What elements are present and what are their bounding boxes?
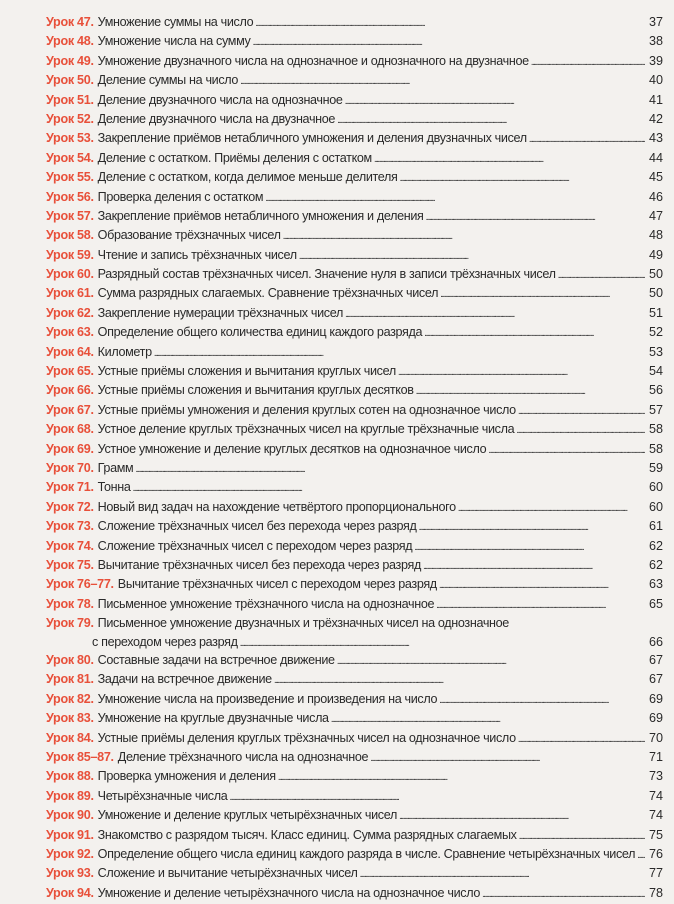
lesson-title: Вычитание трёхзначных чисел без перехода через разряд [97, 557, 421, 572]
dot-leader [133, 478, 645, 498]
lesson-title: Разрядный состав трёхзначных чисел. Значение нуля в записи трёхзначных чисел [97, 267, 556, 282]
lesson-title: Письменное умножение трёхзначного числа на однозначное [97, 596, 435, 611]
toc-entry [46, 323, 663, 342]
table-of-contents [46, 13, 663, 903]
dot-leader [488, 440, 645, 460]
lesson-title: Деление с остатком. Приёмы деления с остатком [97, 150, 372, 165]
lesson-label: Урок 93. [46, 866, 94, 881]
page-number: 70 [648, 730, 663, 745]
lesson-title: Закрепление приёмов нетабличного умножения и деления двузначных чисел [97, 131, 527, 146]
lesson-title: Грамм [97, 460, 134, 475]
lesson-label: Урок 50. [46, 73, 94, 88]
lesson-title: Устные приёмы сложения и вычитания круглых десятков [97, 383, 414, 398]
toc-entry [46, 284, 663, 303]
dot-leader [440, 284, 645, 304]
lesson-title: Определение общего числа единиц каждого разряда в числе. Сравнение четырёхзначных чисел [97, 847, 636, 861]
toc-entry [46, 651, 663, 670]
page-number: 42 [648, 111, 663, 126]
lesson-label: Урок 92. [46, 847, 94, 861]
lesson-label: Урок 59. [46, 247, 94, 262]
lesson-title: Знакомство с разрядом тысяч. Класс единиц. Сумма разрядных слагаемых [97, 827, 517, 842]
page-number: 50 [648, 267, 663, 282]
lesson-label: Урок 72. [46, 499, 94, 514]
dot-leader [299, 246, 645, 266]
page-number: 38 [648, 34, 663, 49]
lesson-label: Урок 61. [46, 286, 94, 301]
lesson-label: Урок 71. [46, 480, 94, 495]
lesson-label: Урок 54. [46, 150, 94, 165]
toc-entry [46, 709, 663, 728]
toc-entry [46, 188, 663, 207]
toc-entry [46, 343, 663, 362]
dot-leader [331, 709, 645, 729]
page-number: 66 [648, 634, 663, 649]
page-number: 61 [648, 519, 663, 534]
lesson-title: Деление с остатком, когда делимое меньше делителя [97, 170, 398, 185]
lesson-label: Урок 67. [46, 402, 94, 417]
page-number: 54 [648, 364, 663, 379]
page-number: 44 [648, 150, 663, 165]
lesson-title: Устные приёмы умножения и деления круглых сотен на однозначное число [97, 402, 516, 417]
lesson-label: Урок 81. [46, 672, 94, 687]
lesson-label: Урок 56. [46, 189, 94, 204]
page-number: 56 [648, 383, 663, 398]
toc-entry [46, 420, 663, 439]
dot-leader [337, 110, 645, 130]
toc-entry [46, 537, 663, 556]
toc-entry [46, 91, 663, 110]
dot-leader [283, 226, 645, 246]
lesson-title: Проверка деления с остатком [97, 189, 264, 204]
dot-leader [345, 91, 645, 111]
dot-leader [424, 323, 645, 343]
lesson-title: Деление суммы на число [97, 73, 239, 88]
toc-entry [46, 690, 663, 709]
lesson-title: Умножение двузначного числа на однозначное и однозначного на двузначное [97, 53, 529, 68]
dot-leader [370, 748, 645, 768]
lesson-title: Сложение трёхзначных чисел с переходом через разряд [97, 538, 413, 553]
lesson-label: Урок 85–87. [46, 750, 114, 765]
page-number: 73 [648, 769, 663, 784]
toc-entry [46, 670, 663, 689]
dot-leader [240, 71, 645, 91]
toc-entry [46, 362, 663, 381]
toc-entry [46, 729, 663, 748]
dot-leader [516, 420, 645, 440]
toc-entry [46, 806, 663, 825]
lesson-title: Определение общего количества единиц каждого разряда [97, 325, 423, 340]
dot-leader [229, 787, 645, 807]
page-number: 37 [648, 15, 663, 29]
toc-entry [46, 304, 663, 323]
lesson-label: Урок 88. [46, 769, 94, 784]
dot-leader [398, 362, 645, 382]
toc-entry [46, 459, 663, 478]
page-number: 67 [648, 672, 663, 687]
lesson-label: Урок 63. [46, 325, 94, 340]
page-number: 53 [648, 344, 663, 359]
page-number: 59 [648, 460, 663, 475]
lesson-label: Урок 60. [46, 267, 94, 282]
page-number: 52 [648, 325, 663, 340]
lesson-title: Новый вид задач на нахождение четвёртого пропорционального [97, 499, 456, 514]
dot-leader [345, 304, 645, 324]
lesson-title: Письменное умножение двузначных и трёхзначных чисел на однозначное [97, 616, 509, 631]
lesson-label: Урок 84. [46, 730, 94, 745]
toc-entry [46, 246, 663, 265]
lesson-label: Урок 90. [46, 808, 94, 823]
toc-entry [46, 767, 663, 786]
toc-entry-continuation [46, 634, 663, 652]
lesson-title: Составные задачи на встречное движение [97, 653, 335, 668]
lesson-label: Урок 80. [46, 653, 94, 668]
lesson-title: Устные приёмы сложения и вычитания круглых чисел [97, 364, 396, 379]
lesson-label: Урок 53. [46, 131, 94, 146]
toc-entry [46, 845, 663, 864]
lesson-title: Умножение числа на сумму [97, 34, 251, 49]
page-number: 50 [648, 286, 663, 301]
page-number: 78 [648, 885, 663, 900]
dot-leader [439, 575, 645, 595]
toc-entry [46, 748, 663, 767]
dot-leader [529, 129, 645, 149]
lesson-label: Урок 66. [46, 383, 94, 398]
lesson-label: Урок 49. [46, 53, 94, 68]
dot-leader [337, 651, 645, 671]
lesson-title: Устное умножение и деление круглых десятков на однозначное число [97, 441, 487, 456]
lesson-label: Урок 52. [46, 111, 94, 126]
page-number: 60 [648, 480, 663, 495]
lesson-title: Деление двузначного числа на однозначное [97, 92, 343, 107]
dot-leader [436, 595, 645, 615]
toc-entry [46, 556, 663, 575]
toc-entry [46, 265, 663, 284]
lesson-title: Умножение числа на произведение и произведения на число [97, 691, 438, 706]
toc-entry [46, 13, 663, 32]
page-number: 67 [648, 653, 663, 668]
lesson-title: Закрепление приёмов нетабличного умножения и деления [97, 208, 424, 223]
lesson-title: Деление двузначного числа на двузначное [97, 111, 336, 126]
dot-leader [423, 556, 645, 576]
lesson-label: Урок 75. [46, 557, 94, 572]
lesson-title: Деление трёхзначного числа на однозначное [117, 750, 369, 765]
lesson-label: Урок 91. [46, 827, 94, 842]
page-number: 45 [648, 170, 663, 185]
lesson-title: Задачи на встречное движение [97, 672, 272, 687]
page-number: 47 [648, 208, 663, 223]
toc-entry [46, 787, 663, 806]
dot-leader [637, 845, 645, 865]
dot-leader [400, 168, 646, 188]
page-number: 48 [648, 228, 663, 243]
toc-entry [46, 168, 663, 187]
lesson-label: Урок 89. [46, 788, 94, 803]
page-number: 58 [648, 441, 663, 456]
page-number: 77 [648, 866, 663, 881]
page-number: 62 [648, 538, 663, 553]
page-number: 65 [648, 596, 663, 611]
lesson-title-continued: с переходом через разряд [92, 634, 238, 649]
dot-leader [426, 207, 645, 227]
page-number: 57 [648, 402, 663, 417]
toc-entry [46, 381, 663, 400]
toc-entry [46, 401, 663, 420]
toc-entry [46, 52, 663, 71]
page-number: 40 [648, 73, 663, 88]
dot-leader [154, 343, 645, 363]
lesson-label: Урок 57. [46, 208, 94, 223]
lesson-label: Урок 68. [46, 422, 94, 437]
lesson-title: Сложение и вычитание четырёхзначных чисел [97, 866, 358, 881]
lesson-label: Урок 65. [46, 364, 94, 379]
page-number: 51 [648, 305, 663, 320]
toc-entry [46, 498, 663, 517]
page-number: 58 [648, 422, 663, 437]
dot-leader [439, 690, 645, 710]
toc-entry [46, 614, 663, 633]
page-number: 63 [648, 577, 663, 592]
lesson-label: Урок 79. [46, 616, 94, 631]
toc-entry [46, 575, 663, 594]
lesson-label: Урок 70. [46, 460, 94, 475]
lesson-title: Километр [97, 344, 152, 359]
page-number: 39 [648, 53, 663, 68]
dot-leader [374, 149, 645, 169]
toc-entry [46, 826, 663, 845]
lesson-label: Урок 58. [46, 228, 94, 243]
dot-leader [419, 517, 645, 537]
dot-leader [518, 401, 645, 421]
dot-leader [278, 767, 645, 787]
lesson-label: Урок 69. [46, 441, 94, 456]
lesson-label: Урок 83. [46, 711, 94, 726]
page-number: 74 [648, 808, 663, 823]
lesson-title: Умножение и деление четырёхзначного числа на однозначное число [97, 885, 480, 900]
lesson-title: Закрепление нумерации трёхзначных чисел [97, 305, 343, 320]
dot-leader [359, 864, 645, 884]
dot-leader [518, 729, 645, 749]
lesson-title: Проверка умножения и деления [97, 769, 276, 784]
lesson-title: Умножение на круглые двузначные числа [97, 711, 329, 726]
dot-leader [416, 381, 645, 401]
lesson-label: Урок 82. [46, 691, 94, 706]
toc-entry [46, 478, 663, 497]
page-number: 46 [648, 189, 663, 204]
page-number: 41 [648, 92, 663, 107]
toc-entry [46, 129, 663, 148]
toc-entry [46, 71, 663, 90]
toc-entry [46, 440, 663, 459]
page-number: 60 [648, 499, 663, 514]
lesson-title: Сложение трёхзначных чисел без перехода через разряд [97, 519, 417, 534]
toc-entry [46, 595, 663, 614]
dot-leader [265, 188, 645, 208]
lesson-title: Чтение и запись трёхзначных чисел [97, 247, 297, 262]
dot-leader [482, 884, 645, 904]
lesson-title: Умножение и деление круглых четырёхзначных чисел [97, 808, 397, 823]
dot-leader [519, 826, 645, 846]
lesson-title: Сумма разрядных слагаемых. Сравнение трёхзначных чисел [97, 286, 439, 301]
toc-entry [46, 864, 663, 883]
lesson-title: Устные приёмы деления круглых трёхзначных чисел на однозначное число [97, 730, 516, 745]
lesson-label: Урок 73. [46, 519, 94, 534]
lesson-label: Урок 64. [46, 344, 94, 359]
dot-leader [414, 537, 645, 557]
lesson-title: Умножение суммы на число [97, 15, 254, 29]
page-number: 43 [648, 131, 663, 146]
toc-entry [46, 207, 663, 226]
toc-entry [46, 884, 663, 903]
dot-leader [274, 670, 645, 690]
lesson-label: Урок 62. [46, 305, 94, 320]
toc-entry [46, 110, 663, 129]
lesson-title: Образование трёхзначных чисел [97, 228, 281, 243]
dot-leader [255, 13, 645, 33]
lesson-label: Урок 48. [46, 34, 94, 49]
lesson-title: Устное деление круглых трёхзначных чисел на круглые трёхзначные числа [97, 422, 515, 437]
toc-entry [46, 149, 663, 168]
page-number: 71 [648, 750, 663, 765]
page-number: 69 [648, 691, 663, 706]
lesson-title: Вычитание трёхзначных чисел с переходом через разряд [117, 577, 437, 592]
page-number: 62 [648, 557, 663, 572]
lesson-label: Урок 76–77. [46, 577, 114, 592]
page-number: 74 [648, 788, 663, 803]
lesson-label: Урок 47. [46, 15, 94, 29]
toc-entry [46, 226, 663, 245]
page-number: 76 [648, 847, 663, 861]
lesson-label: Урок 55. [46, 170, 94, 185]
lesson-label: Урок 78. [46, 596, 94, 611]
dot-leader [399, 806, 645, 826]
page-number: 75 [648, 827, 663, 842]
lesson-label: Урок 94. [46, 885, 94, 900]
lesson-label: Урок 51. [46, 92, 94, 107]
lesson-title: Четырёхзначные числа [97, 788, 228, 803]
lesson-label: Урок 74. [46, 538, 94, 553]
toc-entry [46, 517, 663, 536]
page-number: 49 [648, 247, 663, 262]
dot-leader [458, 498, 645, 518]
dot-leader [240, 634, 645, 653]
dot-leader [253, 32, 646, 52]
dot-leader [135, 459, 645, 479]
page-number: 69 [648, 711, 663, 726]
lesson-title: Тонна [97, 480, 131, 495]
toc-entry [46, 32, 663, 51]
dot-leader [558, 265, 645, 285]
dot-leader [531, 52, 645, 72]
